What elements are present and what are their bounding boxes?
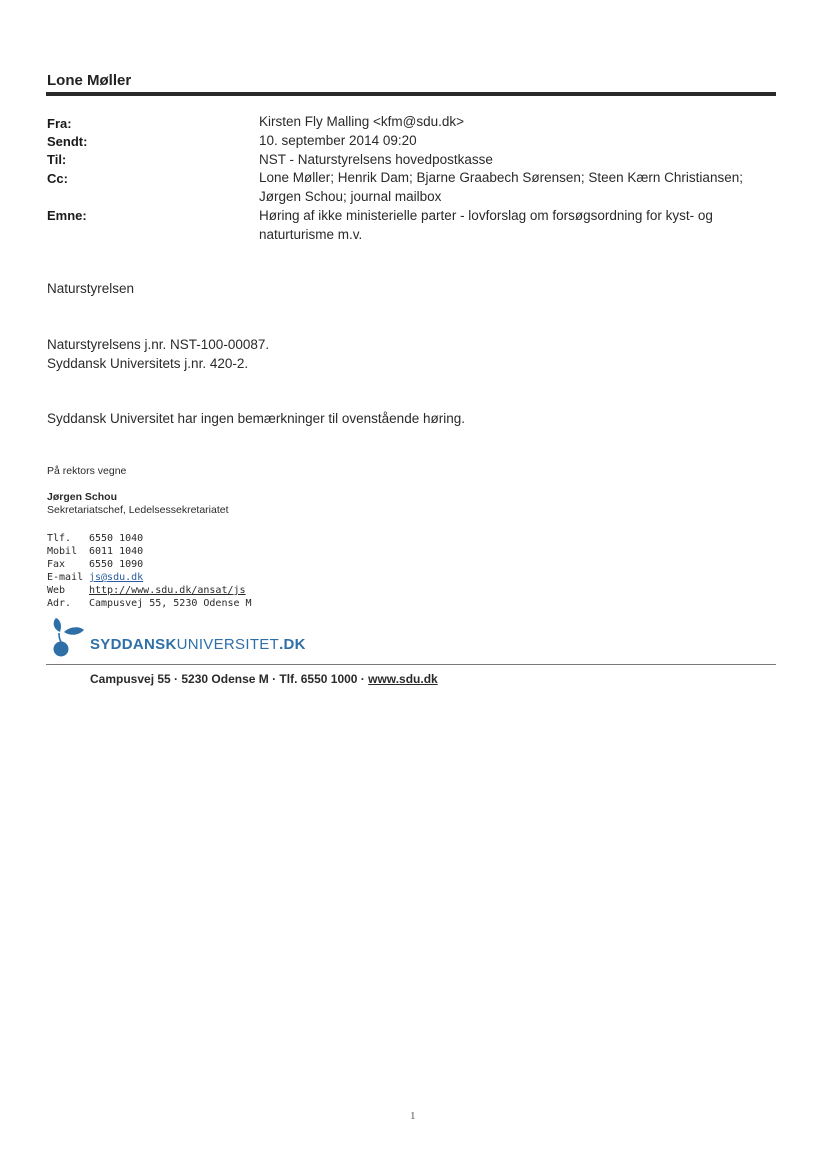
contact-label: Fax [47, 559, 66, 570]
contact-value: Campusvej 55, 5230 Odense M [89, 598, 252, 609]
contact-row-email [47, 571, 252, 584]
footer-web-link[interactable]: www.sdu.dk [368, 672, 438, 686]
sdu-logo-icon [44, 614, 90, 658]
sent-label: Sendt: [47, 134, 88, 149]
cc-label: Cc: [47, 171, 68, 186]
subject-label: Emne: [47, 208, 87, 223]
subject-value-line1: Høring af ikke ministerielle parter - lovforslag om forsøgsordning for kyst- og [259, 208, 713, 223]
web-link[interactable]: http://www.sdu.dk/ansat/js [89, 585, 246, 596]
signature-title: Sekretariatschef, Ledelsessekretariatet [47, 504, 229, 516]
from-label: Fra: [47, 116, 72, 131]
sdu-logo-text [90, 636, 306, 653]
footer-address-line [90, 672, 438, 686]
subject-value-line2: naturturisme m.v. [259, 227, 363, 242]
footer-divider [46, 664, 776, 665]
reference-line-2: Syddansk Universitets j.nr. 420-2. [47, 356, 249, 371]
page-number: 1 [410, 1110, 416, 1122]
contact-table [47, 532, 252, 610]
signature-name: Jørgen Schou [47, 491, 118, 503]
header-divider [46, 92, 776, 96]
contact-value: 6550 1040 [89, 533, 144, 544]
cc-value-line2: Jørgen Schou; journal mailbox [259, 189, 442, 204]
contact-row-mobile [47, 545, 252, 558]
contact-label: Mobil [47, 546, 78, 557]
to-label: Til: [47, 152, 67, 167]
contact-label: E-mail [47, 572, 84, 583]
logo-text-bold: SYDDANSK [90, 636, 177, 653]
message-text: Syddansk Universitet har ingen bemærkninger til ovenstående høring. [47, 411, 465, 426]
contact-label: Web [47, 585, 66, 596]
logo-text-thin: UNIVERSITET [176, 636, 280, 653]
contact-label: Tlf. [47, 533, 72, 544]
cc-value-line1: Lone Møller; Henrik Dam; Bjarne Graabech Sørensen; Steen Kærn Christiansen; [259, 170, 743, 185]
reference-line-1: Naturstyrelsens j.nr. NST-100-00087. [47, 337, 270, 352]
contact-label: Adr. [47, 598, 72, 609]
to-value: NST - Naturstyrelsens hovedpostkasse [259, 152, 493, 167]
salutation: Naturstyrelsen [47, 281, 135, 296]
from-value: Kirsten Fly Malling <kfm@sdu.dk> [259, 114, 465, 129]
email-link[interactable]: js@sdu.dk [89, 572, 144, 583]
contact-row-web [47, 584, 252, 597]
contact-value: 6550 1090 [89, 559, 144, 570]
contact-row-address [47, 597, 252, 610]
footer-address: Campusvej 55 · 5230 Odense M · Tlf. 6550 1000 · [90, 672, 369, 686]
sent-value: 10. september 2014 09:20 [259, 133, 417, 148]
contact-value: 6011 1040 [89, 546, 144, 557]
on-behalf-text: På rektors vegne [47, 465, 127, 477]
contact-row-fax [47, 558, 252, 571]
sender-name: Lone Møller [47, 72, 132, 89]
contact-row-phone [47, 532, 252, 545]
logo-text-suffix: .DK [279, 636, 306, 653]
